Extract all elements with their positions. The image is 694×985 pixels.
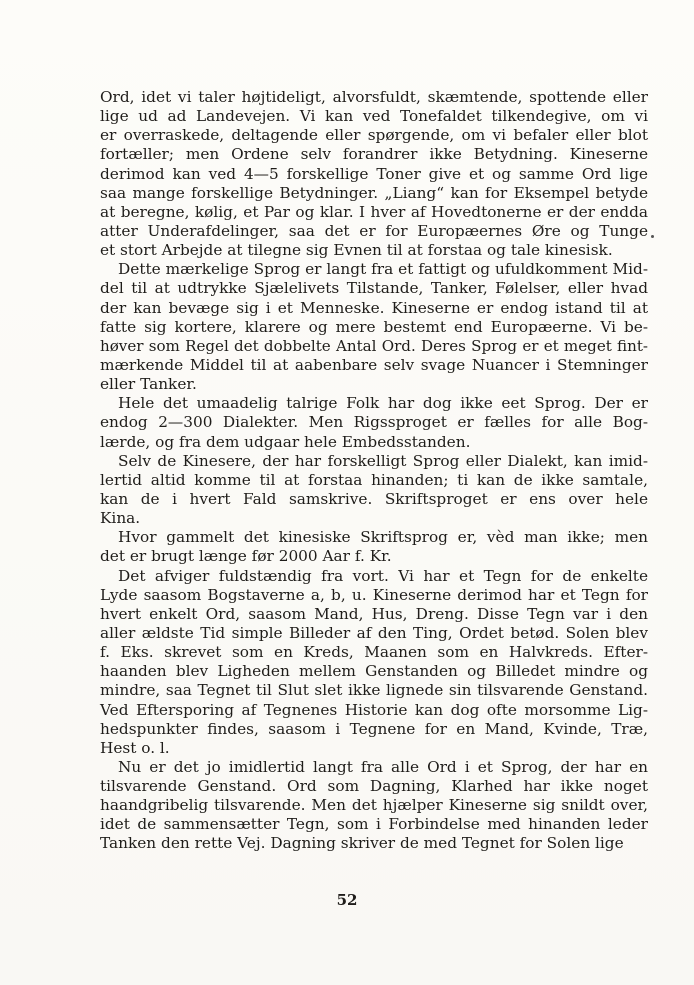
text-line: idet de sammensætter Tegn, som i Forbindelse med hinanden leder [100,815,648,834]
text-line: Lyde saasom Bogstaverne a, b, u. Kineserne derimod har et Tegn for [100,585,648,604]
text-line: lærde, og fra dem udgaar hele Embedsstanden. [100,432,471,451]
text-line: Dette mærkelige Sprog er langt fra et fattigt og ufuldkomment Mid- [118,260,648,279]
text-line: lertid altid komme til at forstaa hinanden; ti kan de ikke samtale, [100,470,648,489]
text-line: Tanken den rette Vej. Dagning skriver de med Tegnet for Solen lige [100,834,624,853]
body-text [100,88,648,854]
text-line: atter Underafdelinger, saa det er for Europæernes Øre og Tunge [100,221,648,240]
paragraph [100,88,648,260]
paragraph [100,758,648,854]
text-line: Kina. [100,509,141,528]
paragraph [100,260,648,394]
paragraph [100,394,648,451]
text-line: eller Tanker. [100,375,197,394]
text-line: Hele det umaadelig talrige Folk har dog ikke eet Sprog. Der er [118,394,648,413]
text-line: Ord, idet vi taler højtideligt, alvorsfuldt, skæmtende, spottende eller [100,88,648,106]
text-line: Nu er det jo imidlertid langt fra alle Ord i et Sprog, der har en [118,757,648,776]
text-line: tilsvarende Genstand. Ord som Dagning, Klarhed har ikke noget [100,777,648,796]
paragraph [100,452,648,529]
text-line: er overraskede, deltagende eller spørgende, om vi befaler eller blot [100,126,648,145]
paragraph [100,528,648,566]
text-line: et stort Arbejde at tilegne sig Evnen til at forstaa og tale kinesisk. [100,241,613,260]
text-line: derimod kan ved 4—5 forskellige Toner give et og samme Ord lige [100,164,648,183]
text-line: endog 2—300 Dialekter. Men Rigssproget er fælles for alle Bog- [100,413,648,432]
text-line: saa mange forskellige Betydninger. „Liang“ kan for Eksempel betyde [100,183,648,202]
text-line: at beregne, kølig, et Par og klar. I hver af Hovedtonerne er der endda [100,202,648,221]
page-number: 52 [336,891,358,909]
text-line: Hvor gammelt det kinesiske Skriftsprog er, vèd man ikke; men [118,528,648,547]
paragraph [100,567,648,758]
text-line: hvert enkelt Ord, saasom Mand, Hus, Dreng. Disse Tegn var i den [100,604,648,623]
text-line: Selv de Kinesere, der har forskelligt Sprog eller Dialekt, kan imid- [118,451,648,470]
text-line: det er brugt længe før 2000 Aar f. Kr. [100,547,392,566]
text-line: mærkende Middel til at aabenbare selv svage Nuancer i Stemninger [100,355,648,374]
text-line: Det afviger fuldstændig fra vort. Vi har et Tegn for de enkelte [118,566,648,585]
text-line: lige ud ad Landevejen. Vi kan ved Tonefaldet tilkendegive, om vi [100,107,648,126]
text-line: aller ældste Tid simple Billeder af den Ting, Ordet betød. Solen blev [100,623,648,642]
text-line: haanden blev Ligheden mellem Genstanden og Billedet mindre og [100,662,648,681]
paper-speck [651,235,654,238]
text-line: Hest o. l. [100,738,170,757]
text-line: kan de i hvert Fald samskrive. Skriftsproget er ens over hele [100,489,648,508]
text-line: der kan bevæge sig i et Menneske. Kineserne er endog istand til at [100,298,648,317]
text-line: del til at udtrykke Sjælelivets Tilstande, Tanker, Følelser, eller hvad [100,279,648,298]
text-line: hedspunkter findes, saasom i Tegnene for en Mand, Kvinde, Træ, [100,719,648,738]
text-line: f. Eks. skrevet som en Kreds, Maanen som en Halvkreds. Efter- [100,643,648,662]
text-line: fortæller; men Ordene selv forandrer ikke Betydning. Kineserne [100,145,648,164]
text-line: fatte sig kortere, klarere og mere bestemt end Europæerne. Vi be- [100,317,648,336]
text-line: haandgribelig tilsvarende. Men det hjælper Kineserne sig snildt over, [100,796,648,815]
text-line: høver som Regel det dobbelte Antal Ord. Deres Sprog er et meget fint- [100,336,648,355]
text-line: Ved Eftersporing af Tegnenes Historie kan dog ofte morsomme Lig- [100,700,648,719]
text-line: mindre, saa Tegnet til Slut slet ikke lignede sin tilsvarende Genstand. [100,681,648,700]
